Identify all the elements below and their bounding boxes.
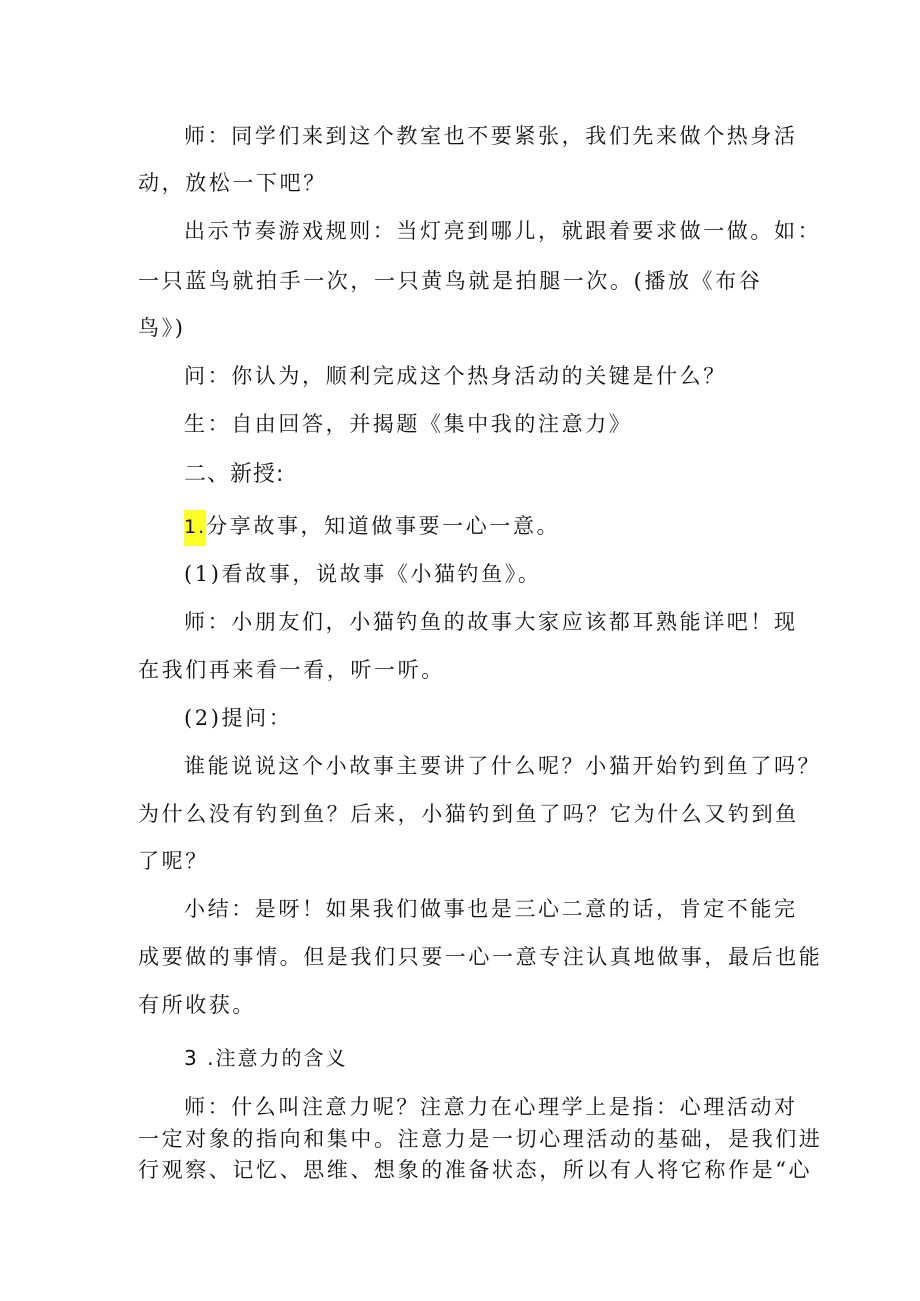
subitem-2-question: (2)提问：: [184, 706, 293, 730]
paragraph-rhythm-rules-line3: 鸟》): [138, 316, 186, 340]
item-1-line: [184, 511, 560, 542]
paragraph-teacher-warmup-line2: 动，放松一下吧？: [138, 171, 327, 195]
item-1-text: 分享故事，知道做事要一心一意。: [206, 514, 561, 538]
subitem-1-story: (1)看故事，说故事《小猫钓鱼》。: [184, 562, 542, 586]
paragraph-teacher-story-line2: 在我们再来看一看，听一听。: [138, 658, 445, 682]
paragraph-questions-line1: 谁能说说这个小故事主要讲了什么呢？小猫开始钓到鱼了吗？: [184, 754, 822, 778]
paragraph-summary-line1: 小结：是呀！如果我们做事也是三心二意的话，肯定不能完: [184, 897, 798, 921]
item-1-number-highlight: 1.: [184, 510, 206, 546]
paragraph-questions-line2: 为什么没有钓到鱼？后来，小猫钓到鱼了吗？它为什么又钓到鱼: [138, 802, 799, 826]
paragraph-attention-line2: 一定对象的指向和集中。注意力是一切心理活动的基础，是我们进: [138, 1127, 823, 1151]
paragraph-summary-line2: 成要做的事情。但是我们只要一心一意专注认真地做事，最后也能: [138, 945, 823, 969]
section-heading-new-lesson: 二、新授:: [184, 462, 285, 487]
paragraph-rhythm-rules-line1: 出示节奏游戏规则：当灯亮到哪儿，就跟着要求做一做。如：: [184, 219, 822, 243]
paragraph-attention-line3: 行观察、记忆、思维、想象的准备状态，所以有人将它称作是“心: [138, 1158, 813, 1182]
paragraph-student-answer: 生：自由回答，并揭题《集中我的注意力》: [184, 412, 633, 436]
paragraph-teacher-warmup-line1: 师：同学们来到这个教室也不要紧张，我们先来做个热身活: [184, 124, 798, 148]
paragraph-summary-line3: 有所收获。: [138, 993, 256, 1017]
paragraph-question: 问：你认为，顺利完成这个热身活动的关键是什么？: [184, 364, 727, 388]
paragraph-questions-line3: 了呢？: [138, 849, 209, 873]
paragraph-attention-line1: 师：什么叫注意力呢？注意力在心理学上是指：心理活动对: [184, 1095, 798, 1119]
paragraph-teacher-story-line1: 师：小朋友们，小猫钓鱼的故事大家应该都耳熟能详吧！现: [184, 610, 798, 634]
section-attention-meaning: 3 .注意力的含义: [184, 1046, 348, 1070]
paragraph-rhythm-rules-line2: 一只蓝鸟就拍手一次，一只黄鸟就是拍腿一次。(播放《布谷: [138, 269, 763, 293]
